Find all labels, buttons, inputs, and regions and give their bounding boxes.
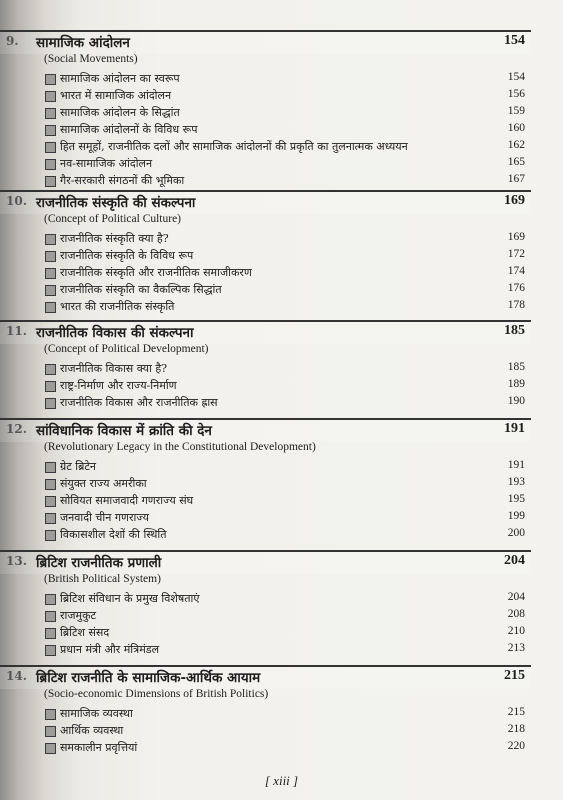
item-label: सामाजिक आंदोलनों के विविध रूप [60,123,198,136]
chapter-heading [0,30,531,54]
bullet-icon [45,628,56,639]
bullet-icon [45,594,56,605]
item-page-number: 199 [507,510,525,522]
bullet-icon [45,91,56,102]
item-label: ब्रिटिश संविधान के प्रमुख विशेषताएं [60,592,200,605]
list-item [36,394,531,411]
item-label: राष्ट्र-निर्माण और राज्य-निर्माण [60,379,177,392]
item-label: राजनीतिक संस्कृति का वैकल्पिक सिद्धांत [60,283,222,296]
item-label: आर्थिक व्यवस्था [60,724,124,737]
list-item [36,138,531,155]
list-item [36,281,531,298]
item-page-number: 195 [507,493,525,505]
bullet-icon [45,251,56,262]
item-page-number: 174 [507,265,525,277]
item-label: सामाजिक आंदोलन के सिद्धांत [60,106,180,119]
item-page-number: 208 [507,608,525,620]
chapter-number: 10. [6,194,27,208]
item-label: समकालीन प्रवृत्तियां [60,741,138,754]
item-page-number: 210 [507,625,525,637]
item-page-number: 213 [507,642,525,654]
item-page-number: 160 [507,122,525,134]
bullet-icon [45,398,56,409]
list-item [36,475,531,492]
chapter-title: सामाजिक आंदोलन [36,35,130,51]
chapter-title: राजनीतिक संस्कृति की संकल्पना [36,195,196,211]
item-label: राजनीतिक विकास क्या है? [60,362,168,375]
chapter-page-number: 154 [504,33,525,48]
list-item [36,360,531,377]
chapter-heading [0,418,531,442]
item-page-number: 167 [507,173,525,185]
chapter-title: ब्रिटिश राजनीतिक प्रणाली [36,555,162,571]
chapter-page-number: 204 [504,553,525,568]
list-item [36,155,531,172]
item-label: राजमुकुट [60,609,97,622]
bullet-icon [45,645,56,656]
list-item [36,121,531,138]
item-label: सामाजिक व्यवस्था [60,707,133,720]
item-page-number: 154 [507,71,525,83]
chapter-page-number: 185 [504,323,525,338]
list-item [36,458,531,475]
list-item [36,172,531,189]
item-page-number: 169 [507,231,525,243]
bullet-icon [45,726,56,737]
list-item [36,624,531,641]
list-item [36,492,531,509]
list-item [36,739,531,756]
bullet-icon [45,142,56,153]
bullet-icon [45,462,56,473]
page-number-footer: [ xiii ] [264,773,299,788]
chapter-number: 14. [6,669,27,683]
chapter-page-number: 215 [504,668,525,683]
item-label: गैर-सरकारी संगठनों की भूमिका [60,174,185,187]
item-page-number: 215 [507,706,525,718]
chapter-page-number: 169 [504,193,525,208]
chapter-number: 12. [6,422,27,436]
list-item [36,641,531,658]
list-item [36,104,531,121]
bullet-icon [45,364,56,375]
item-label: नव-सामाजिक आंदोलन [60,157,153,170]
chapter-title: राजनीतिक विकास की संकल्पना [36,325,194,341]
bullet-icon [45,709,56,720]
bullet-icon [45,108,56,119]
list-item [36,264,531,281]
item-label: भारत में सामाजिक आंदोलन [60,89,172,102]
item-page-number: 172 [507,248,525,260]
item-page-number: 178 [507,299,525,311]
list-item [36,298,531,315]
item-page-number: 165 [507,156,525,168]
item-label: ब्रिटिश संसद [60,626,110,639]
item-page-number: 191 [507,459,525,471]
chapter-subtitle: (Concept of Political Development) [44,343,209,355]
item-page-number: 204 [507,591,525,603]
bullet-icon [45,176,56,187]
item-label: संयुक्त राज्य अमरीका [60,477,147,490]
list-item [36,377,531,394]
chapter-subtitle: (British Political System) [44,573,161,585]
list-item [36,230,531,247]
item-page-number: 193 [507,476,525,488]
item-page-number: 189 [507,378,525,390]
list-item [36,247,531,264]
chapter-page-number: 191 [504,421,525,436]
bullet-icon [45,285,56,296]
list-item [36,87,531,104]
list-item [36,70,531,87]
bullet-icon [45,513,56,524]
item-label: विकासशील देशों की स्थिति [60,528,167,541]
chapter-number: 13. [6,554,27,568]
chapter-subtitle: (Concept of Political Culture) [44,213,182,225]
item-label: भारत की राजनीतिक संस्कृति [60,300,175,313]
bullet-icon [45,479,56,490]
list-item [36,705,531,722]
item-label: जनवादी चीन गणराज्य [60,511,150,524]
item-page-number: 176 [507,282,525,294]
chapter-heading [0,320,531,344]
chapter-heading [0,190,531,214]
bullet-icon [45,743,56,754]
chapter-heading [0,550,531,574]
chapter-title: सांविधानिक विकास में क्रांति की देन [36,423,212,439]
chapter-subtitle: (Social Movements) [44,53,138,65]
item-page-number: 185 [507,361,525,373]
bullet-icon [45,496,56,507]
item-page-number: 220 [507,740,525,752]
item-label: राजनीतिक संस्कृति के विविध रूप [60,249,194,262]
bullet-icon [45,530,56,541]
item-label: राजनीतिक संस्कृति क्या है? [60,232,169,245]
bullet-icon [45,302,56,313]
item-label: ग्रेट ब्रिटेन [60,460,97,473]
item-label: सामाजिक आंदोलन का स्वरूप [60,72,180,85]
bullet-icon [45,74,56,85]
item-label: राजनीतिक विकास और राजनीतिक ह्रास [60,396,218,409]
list-item [36,590,531,607]
item-page-number: 159 [507,105,525,117]
chapter-heading [0,665,531,689]
list-item [36,722,531,739]
item-label: हित समूहों, राजनीतिक दलों और सामाजिक आंदोलनों की प्रकृति का तुलनात्मक अध्ययन [60,140,408,153]
list-item [36,509,531,526]
list-item [36,526,531,543]
chapter-title: ब्रिटिश राजनीति के सामाजिक-आर्थिक आयाम [36,670,261,686]
item-page-number: 190 [507,395,525,407]
bullet-icon [45,234,56,245]
chapter-subtitle: (Revolutionary Legacy in the Constitutional Development) [44,441,316,453]
item-label: सोवियत समाजवादी गणराज्य संघ [60,494,194,507]
list-item [36,607,531,624]
bullet-icon [45,611,56,622]
bullet-icon [45,268,56,279]
chapter-number: 11. [6,324,27,338]
item-page-number: 218 [507,723,525,735]
bullet-icon [45,125,56,136]
bullet-icon [45,159,56,170]
chapter-subtitle: (Socio-economic Dimensions of British Politics) [44,688,269,700]
item-page-number: 200 [507,527,525,539]
item-label: प्रधान मंत्री और मंत्रिमंडल [60,643,160,656]
item-page-number: 162 [507,139,525,151]
bullet-icon [45,381,56,392]
item-page-number: 156 [507,88,525,100]
item-label: राजनीतिक संस्कृति और राजनीतिक समाजीकरण [60,266,252,279]
chapter-number: 9. [6,34,19,48]
